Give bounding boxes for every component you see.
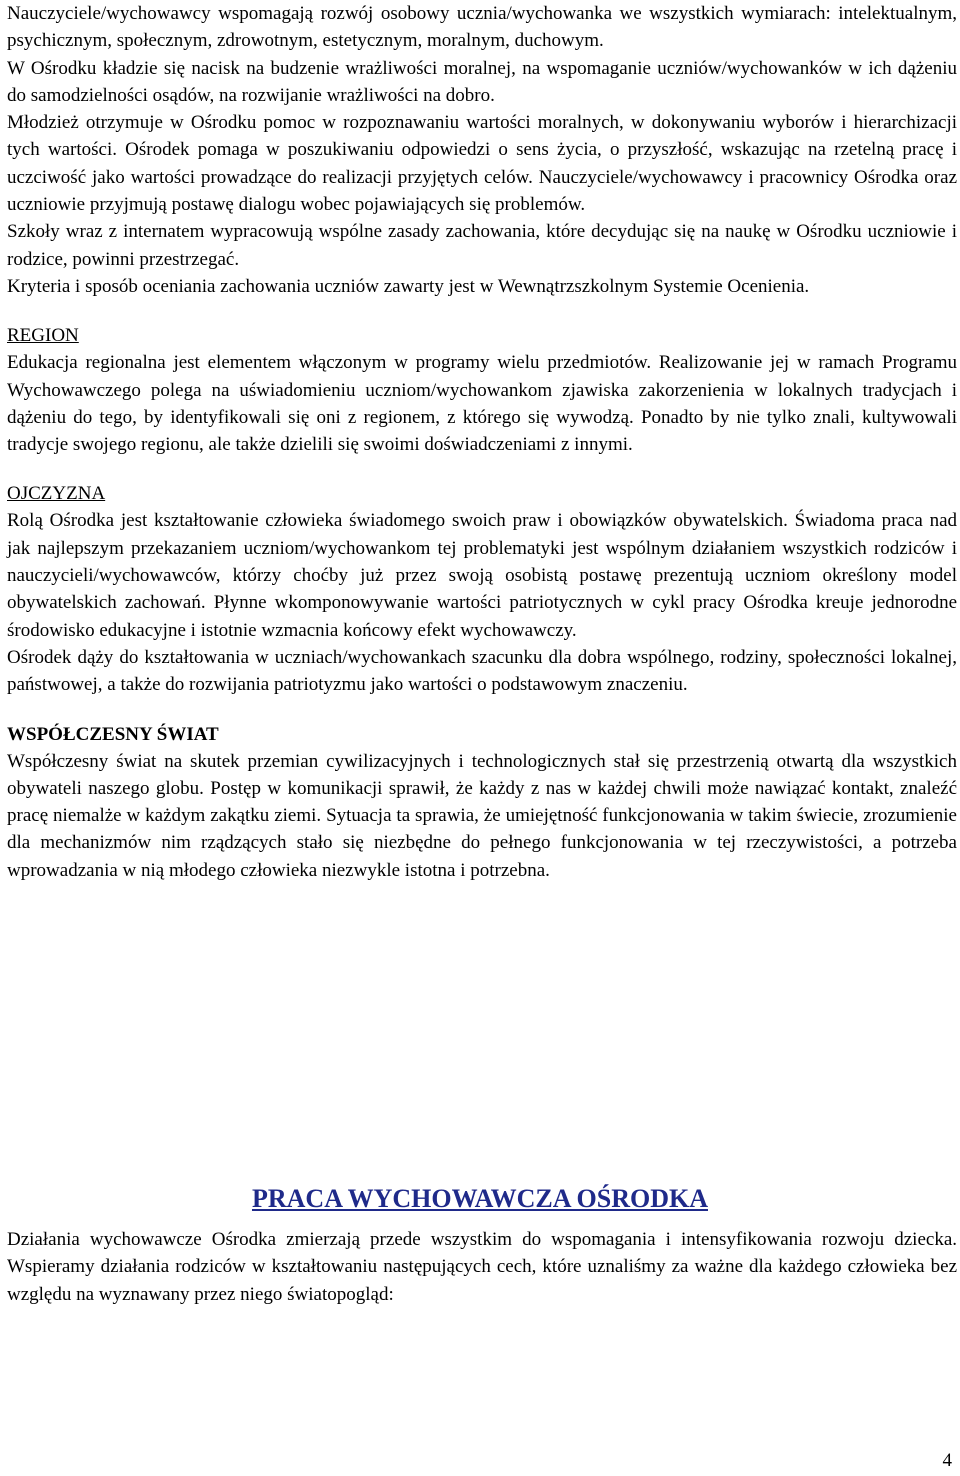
section-title: PRACA WYCHOWAWCZA OŚRODKA: [251, 1184, 708, 1213]
region-paragraph: Edukacja regionalna jest elementem włączonym w programy wielu przedmiotów. Realizowanie jej w ramach Programu Wychowawczego polega na uświadomieniu uczniom/wychowankom zjawiska zakorzenienia w lokalnych tradycjach i dążeniu do tego, by identyfikowali się oni z regionem, z którego się wywodzą. Ponadto by nie tylko znali, kultywowali tradycje swojego regionu, ale także dzielili się swoimi doświadczeniami z innymi.: [7, 352, 957, 456]
ojczyzna-paragraph-2: Ośrodek dąży do kształtowania w uczniach/wychowankach szacunku dla dobra wspólnego, rodziny, społeczności lokalnej, państwowej, a także do rozwijania patriotyzmu jako wartości o podstawowym znaczeniu.: [7, 646, 957, 696]
praca-paragraph: Działania wychowawcze Ośrodka zmierzają przede wszystkim do wspomagania i intensyfikowania rozwoju dziecka. Wspieramy działania rodziców w kształtowaniu następujących cech, które uznaliśmy za ważne dla każdego człowieka bez względu na wyznawany przez niego światopogląd:: [7, 1229, 957, 1305]
intro-paragraph-4: Szkoły wraz z internatem wypracowują wspólne zasady zachowania, które decydując się na naukę w Ośrodku uczniowie i rodzice, powinni przestrzegać.: [7, 221, 957, 270]
region-heading: REGION: [7, 325, 79, 347]
document-page: [7, 0, 957, 884]
ojczyzna-paragraph-1: Rolą Ośrodka jest kształtowanie człowieka świadomego swoich praw i obowiązków obywatelskich. Świadoma praca nad jak najlepszym przekazaniem uczniom/wychowankom tej problematyki jest wspólnym działaniem wszystkich rodziców i nauczycieli/wychowawców, którzy choćby już przez swoją osobistą postawę prezentują uczniom określony model obywatelskich zachowań. Płynne wkomponowywanie wartości patriotycznych w cykl pracy Ośrodka kreuje jednorodne środowisko edukacyjne i istotnie wzmacnia końcowy efekt wychowawczy.: [7, 510, 957, 641]
intro-paragraph-3: Młodzież otrzymuje w Ośrodku pomoc w rozpoznawaniu wartości moralnych, w dokonywaniu wyborów i hierarchizacji tych wartości. Ośrodek pomaga w poszukiwaniu odpowiedzi o sens życia, o przyszłość, wskazując na rzetelną pracę i uczciwość jako wartości prowadzące do realizacji przyjętych celów. Nauczyciele/wychowawcy i pracownicy Ośrodka oraz uczniowie przyjmują postawę dialogu wobec pojawiających się problemów.: [7, 112, 957, 216]
intro-paragraph-5: Kryteria i sposób oceniania zachowania uczniów zawarty jest w Wewnątrzszkolnym Systemie Ocenienia.: [7, 275, 810, 297]
intro-paragraph-1: Nauczyciele/wychowawcy wspomagają rozwój osobowy ucznia/wychowanka we wszystkich wymiarach: intelektualnym, psychicznym, społecznym, zdrowotnym, estetycznym, moralnym, duchowym.: [7, 3, 957, 52]
ojczyzna-heading: OJCZYZNA: [7, 483, 106, 505]
intro-paragraph-2: W Ośrodku kładzie się nacisk na budzenie wrażliwości moralnej, na wspomaganie uczniów/wychowanków w ich dążeniu do samodzielności osądów, na rozwijanie wrażliwości na dobro.: [7, 57, 957, 106]
swiat-heading: WSPÓŁCZESNY ŚWIAT: [7, 723, 219, 745]
swiat-paragraph: Współczesny świat na skutek przemian cywilizacyjnych i technologicznych stał się przestrzenią otwartą dla wszystkich obywateli naszego globu. Postęp w komunikacji sprawił, że każdy z nas w każdej chwili może nawiązać kontakt, znaleźć pracę niemalże w każdym zakątku ziemi. Sytuacja ta sprawia, że umiejętność funkcjonowania w takim świecie, zrozumienie dla mechanizmów nim rządzących stało się niezbędne do pełnego funkcjonowania w tej rzeczywistości, a potrzeba wprowadzania w nią młodego człowieka niezwykle istotna i potrzebna.: [7, 750, 957, 881]
page-number: 4: [942, 1450, 952, 1471]
